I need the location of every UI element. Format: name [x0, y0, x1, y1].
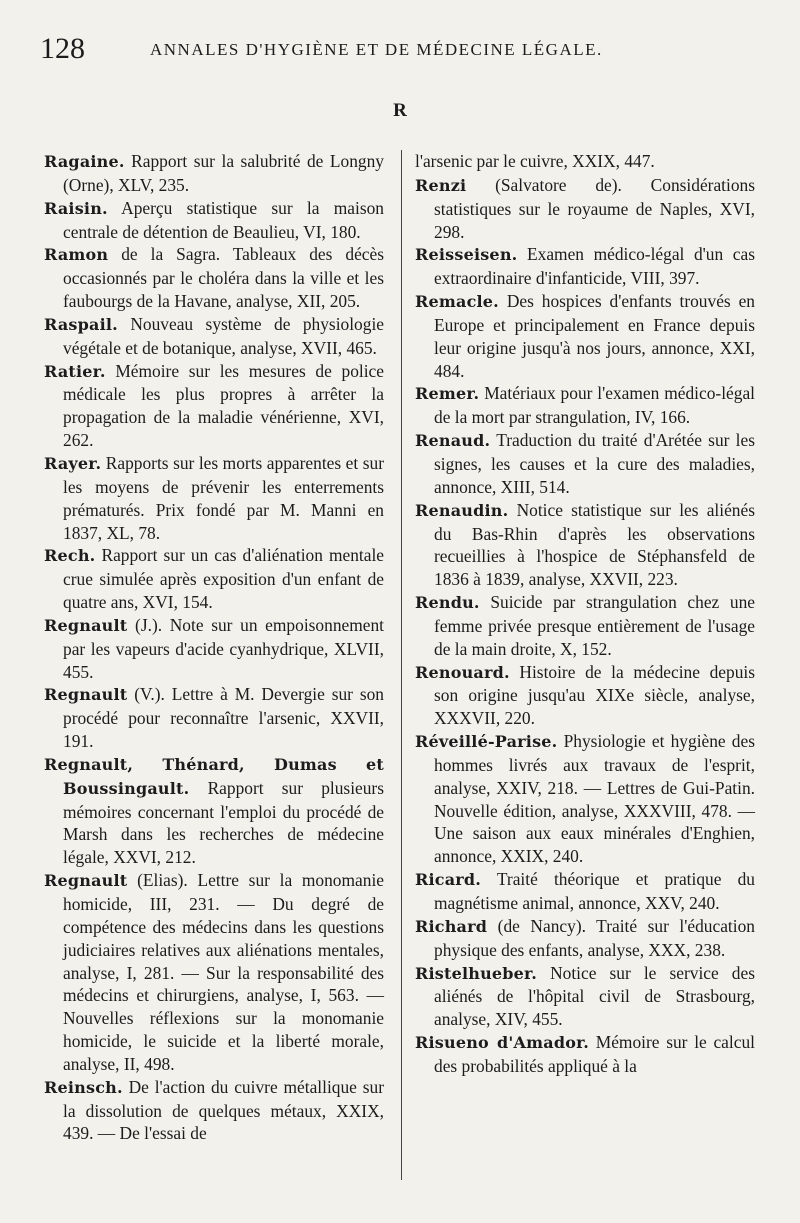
entry-text: De l'action du cuivre métallique sur la dissolution de quelques métaux, XXIX, 439. — De l'essai de — [63, 1076, 384, 1144]
entry-headword: Risueno d'Amador. — [415, 1033, 590, 1053]
index-entry — [415, 499, 755, 591]
entry-headword: Regnault — [44, 615, 128, 635]
entry-text: Mémoire sur le calcul des probabilités appliqué à la — [434, 1032, 755, 1076]
entry-text: Matériaux pour l'examen médico-légal de la mort par strangulation, IV, 166. — [434, 383, 755, 428]
index-entry — [44, 614, 384, 684]
index-entry — [415, 1031, 755, 1078]
index-entry — [44, 869, 384, 1076]
left-column — [44, 150, 384, 1145]
index-entry — [44, 197, 384, 244]
entry-text: Rapport sur plusieurs mémoires concernant l'emploi du procédé de Marsh dans les recherches de médecine légale, XXVI, 212. — [63, 777, 384, 868]
index-entry — [415, 591, 755, 661]
index-entry — [44, 683, 384, 753]
entry-text: (J.). Note sur un empoisonnement par les vapeurs d'acide cyanhydrique, XLVII, 455. — [63, 614, 384, 682]
index-entry — [415, 915, 755, 962]
entry-headword: Raspail. — [44, 314, 118, 334]
page-header — [40, 34, 760, 74]
entry-headword: Remacle. — [415, 292, 499, 312]
section-letter: R — [393, 100, 407, 121]
index-entry — [415, 730, 755, 868]
entry-headword: Raisin. — [44, 198, 108, 218]
page-number: 128 — [40, 32, 85, 65]
entry-headword: Richard — [415, 916, 488, 936]
entry-text: Rapports sur les morts apparentes et sur les moyens de prévenir les enterrements prématurés. Prix fondé par M. Manni en 1837, XL, 78. — [63, 452, 384, 543]
entry-text: Des hospices d'enfants trouvés en Europe et principalement en France depuis leur origine jusqu'à nos jours, annonce, XXI, 484. — [434, 291, 755, 381]
entry-headword: Renzi — [415, 175, 467, 195]
entry-text: Notice sur le service des aliénés de l'hôpital civil de Strasbourg, analyse, XIV, 455. — [434, 962, 755, 1030]
entry-headword: Regnault — [44, 871, 128, 891]
index-entry — [44, 150, 384, 197]
entry-headword: Ristelhueber. — [415, 963, 537, 983]
entry-headword: Remer. — [415, 384, 480, 404]
entry-text: Examen médico-légal d'un cas extraordinaire d'infanticide, VIII, 397. — [434, 244, 755, 289]
entry-headword: Ricard. — [415, 870, 482, 890]
entry-text: Notice statistique sur les aliénés du Bas-Rhin d'après les observations recueillies à l'hospice de Stéphansfeld de 1836 à 1839, analyse, XXVII, 223. — [434, 499, 755, 590]
entry-headword: Rech. — [44, 546, 96, 566]
index-entry — [44, 452, 384, 544]
entry-text: (V.). Lettre à M. Devergie sur son procédé pour reconnaître l'arsenic, XXVII, 191. — [63, 684, 384, 752]
entry-headword: Reisseisen. — [415, 245, 518, 265]
index-entry — [44, 243, 384, 313]
entry-headword: Ratier. — [44, 361, 106, 381]
entry-text: (de Nancy). Traité sur l'éducation physique des enfants, analyse, XXX, 238. — [434, 915, 755, 960]
entry-text: (Elias). Lettre sur la monomanie homicide, III, 231. — Du degré de compétence des médecins dans les questions judiciaires relatives aux aliénations mentales, analyse, I, 281. — Sur la responsabilité des médecins et chirurgiens, analyse, I, 563. — Nouvelles réflexions sur la monomanie homicide, le suicide et la liberté morale, analyse, II, 498. — [63, 870, 384, 1074]
running-head: ANNALES D'HYGIÈNE ET DE MÉDECINE LÉGALE. — [150, 40, 603, 59]
entry-text: Aperçu statistique sur la maison centrale de détention de Beaulieu, VI, 180. — [63, 197, 384, 242]
entry-text: Mémoire sur les mesures de police médicale les plus propres à arrêter la propagation de la maladie vénérienne, XVI, 262. — [63, 360, 384, 451]
index-entry — [415, 243, 755, 290]
entry-text: (Salvatore de). Considérations statistiques sur le royaume de Naples, XVI, 298. — [434, 174, 755, 242]
entry-text: Traité théorique et pratique du magnétisme animal, annonce, XXV, 240. — [434, 869, 755, 913]
entry-headword: Regnault — [44, 685, 128, 705]
entry-text: de la Sagra. Tableaux des décès occasionnés par le choléra dans la ville et les faubourgs de la Havane, analyse, XII, 205. — [63, 244, 384, 312]
index-entry — [44, 313, 384, 360]
entry-headword: Ragaine. — [44, 152, 125, 171]
entry-text: Nouveau système de physiologie végétale et de botanique, analyse, XVII, 465. — [63, 313, 384, 358]
right-column — [415, 150, 755, 1078]
index-entry — [415, 290, 755, 382]
entry-headword: Renaudin. — [415, 500, 509, 520]
entry-text: Rapport sur la salubrité de Longny (Orne), XLV, 235. — [63, 151, 384, 195]
index-entry — [415, 382, 755, 429]
entry-headword: Rayer. — [44, 453, 102, 473]
index-entry — [44, 753, 384, 869]
entry-headword: Regnault, Thénard, Dumas et Boussingault. — [44, 754, 384, 798]
index-entry — [415, 868, 755, 915]
index-entry — [44, 544, 384, 614]
entry-text: Histoire de la médecine depuis son origine jusqu'au XIXe siècle, analyse, XXXVII, 220. — [434, 661, 755, 729]
entry-headword: Réveillé-Parise. — [415, 732, 558, 752]
entry-text: Rapport sur un cas d'aliénation mentale crue simulée après exposition d'un enfant de quatre ans, XVI, 154. — [63, 545, 384, 613]
index-entry — [415, 661, 755, 731]
column-divider — [401, 150, 402, 1180]
index-entry — [44, 1076, 384, 1146]
entry-text: l'arsenic par le cuivre, XXIX, 447. — [415, 151, 655, 171]
entry-headword: Renaud. — [415, 431, 491, 451]
index-entry — [415, 429, 755, 499]
index-entry — [415, 174, 755, 244]
index-entry — [415, 150, 755, 174]
entry-headword: Rendu. — [415, 593, 480, 613]
entry-text: Physiologie et hygiène des hommes livrés aux travaux de l'esprit, analyse, XXIV, 218. — Lettres de Gui-Patin. Nouvelle édition, analyse, XXXVIII, 478. — Une saison aux eaux minérales d'Enghien, annonce, XXIX, 240. — [434, 731, 755, 867]
entry-text: Suicide par strangulation chez une femme privée presque entièrement de l'usage de la main droite, X, 152. — [434, 592, 755, 659]
entry-headword: Ramon — [44, 245, 109, 265]
entry-headword: Reinsch. — [44, 1077, 123, 1097]
entry-headword: Renouard. — [415, 662, 510, 682]
index-entry — [44, 360, 384, 452]
entry-text: Traduction du traité d'Arétée sur les signes, les causes et la cure des maladies, annonce, XIII, 514. — [434, 430, 755, 497]
index-entry — [415, 962, 755, 1032]
